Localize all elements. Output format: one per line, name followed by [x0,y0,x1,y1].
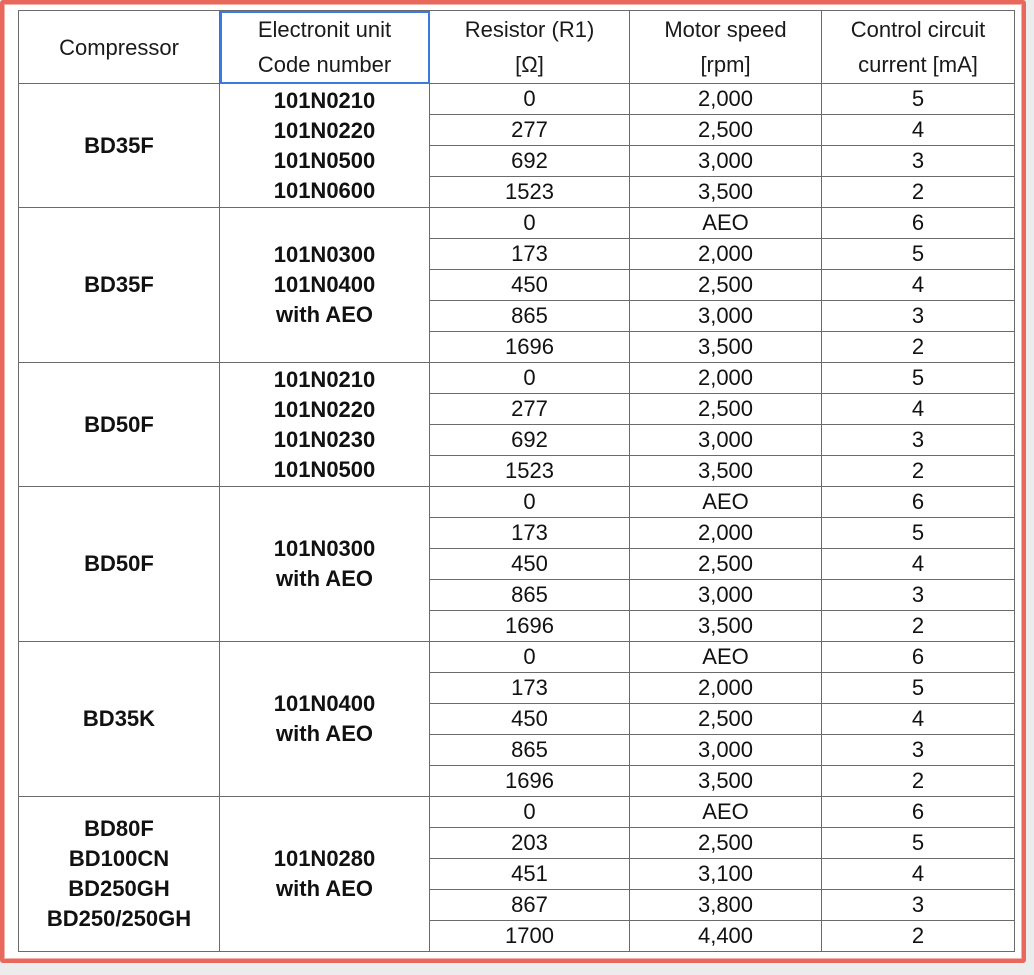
control-current-cell: 5 [822,363,1015,394]
code-number-cell [220,487,430,642]
code-number: with AEO [276,721,373,746]
code-number-cell [220,208,430,363]
compressor-model: BD250GH [68,876,170,901]
code-number: 101N0500 [273,456,376,482]
motor-speed-cell: 2,000 [630,518,822,549]
code-number: with AEO [276,566,373,591]
compressor-cell [19,84,220,208]
compressor-model: BD80F [84,816,154,841]
header-resistor: Resistor (R1) [Ω] [430,11,630,84]
control-current-cell: 6 [822,797,1015,828]
motor-speed-cell: 3,800 [630,890,822,921]
header-control-current: Control circuit current [mA] [822,11,1015,84]
control-current-cell: 3 [822,735,1015,766]
motor-speed-cell: 2,500 [630,828,822,859]
header-motor-speed: Motor speed [rpm] [630,11,822,84]
code-number: with AEO [276,302,373,327]
compressor-spec-table [18,10,1015,952]
motor-speed-cell: 4,400 [630,921,822,952]
code-number-cell [220,84,430,208]
resistor-cell: 203 [430,828,630,859]
compressor-cell [19,642,220,797]
control-current-cell: 5 [822,239,1015,270]
control-current-cell: 6 [822,487,1015,518]
resistor-cell: 450 [430,270,630,301]
motor-speed-cell: 3,500 [630,766,822,797]
compressor-cell [19,208,220,363]
resistor-cell: 1523 [430,177,630,208]
table-body [19,84,1015,952]
resistor-cell: 0 [430,363,630,394]
motor-speed-cell: 2,000 [630,239,822,270]
code-number: 101N0400 [273,691,376,716]
table-row [19,208,1015,239]
resistor-cell: 1696 [430,332,630,363]
compressor-cell [19,797,220,952]
resistor-cell: 451 [430,859,630,890]
table-row [19,487,1015,518]
motor-speed-cell: 2,500 [630,704,822,735]
motor-speed-cell: 3,000 [630,580,822,611]
table-row [19,84,1015,115]
control-current-cell: 2 [822,921,1015,952]
resistor-cell: 1700 [430,921,630,952]
control-current-cell: 4 [822,394,1015,425]
control-current-cell: 6 [822,642,1015,673]
motor-speed-cell: 3,000 [630,735,822,766]
control-current-cell: 5 [822,518,1015,549]
resistor-cell: 692 [430,146,630,177]
resistor-cell: 173 [430,673,630,704]
motor-speed-cell: 2,500 [630,270,822,301]
code-number: 101N0210 [273,366,376,392]
control-current-cell: 4 [822,549,1015,580]
resistor-cell: 865 [430,301,630,332]
compressor-model: BD35F [84,132,154,158]
motor-speed-cell: 3,500 [630,177,822,208]
motor-speed-cell: 2,000 [630,363,822,394]
motor-speed-cell: 2,500 [630,549,822,580]
control-current-cell: 4 [822,270,1015,301]
motor-speed-cell: 2,000 [630,673,822,704]
compressor-model: BD250/250GH [46,906,192,931]
compressor-model: BD35K [82,706,156,731]
motor-speed-cell: 3,100 [630,859,822,890]
control-current-cell: 5 [822,828,1015,859]
control-current-cell: 3 [822,146,1015,177]
resistor-cell: 865 [430,735,630,766]
motor-speed-cell: 2,500 [630,394,822,425]
control-current-cell: 2 [822,456,1015,487]
resistor-cell: 277 [430,394,630,425]
resistor-cell: 0 [430,84,630,115]
code-number: 101N0210 [273,87,376,113]
resistor-cell: 0 [430,487,630,518]
control-current-cell: 4 [822,704,1015,735]
code-number-cell [220,642,430,797]
motor-speed-cell: 3,000 [630,146,822,177]
control-current-cell: 4 [822,115,1015,146]
header-code-number[interactable]: Electronit unit Code number [220,11,430,84]
motor-speed-cell: 3,500 [630,332,822,363]
control-current-cell: 2 [822,611,1015,642]
control-current-cell: 3 [822,301,1015,332]
table-row [19,642,1015,673]
motor-speed-cell: AEO [630,487,822,518]
resistor-cell: 865 [430,580,630,611]
control-current-cell: 6 [822,208,1015,239]
resistor-cell: 692 [430,425,630,456]
motor-speed-cell: 3,500 [630,456,822,487]
compressor-cell [19,487,220,642]
resistor-cell: 0 [430,797,630,828]
resistor-cell: 1696 [430,611,630,642]
code-number: 101N0600 [273,177,376,203]
header-compressor: Compressor [19,11,220,84]
motor-speed-cell: 3,500 [630,611,822,642]
resistor-cell: 1523 [430,456,630,487]
motor-speed-cell: AEO [630,208,822,239]
code-number: 101N0400 [273,272,376,297]
control-current-cell: 2 [822,332,1015,363]
control-current-cell: 2 [822,766,1015,797]
code-number: 101N0500 [273,147,376,173]
control-current-cell: 3 [822,580,1015,611]
resistor-cell: 0 [430,642,630,673]
control-current-cell: 5 [822,673,1015,704]
motor-speed-cell: AEO [630,642,822,673]
control-current-cell: 5 [822,84,1015,115]
header-row [19,11,1015,84]
control-current-cell: 3 [822,890,1015,921]
code-number: 101N0220 [273,396,376,422]
motor-speed-cell: 2,500 [630,115,822,146]
motor-speed-cell: 2,000 [630,84,822,115]
resistor-cell: 0 [430,208,630,239]
compressor-model: BD50F [84,551,154,576]
table-row [19,797,1015,828]
code-number: 101N0220 [273,117,376,143]
resistor-cell: 277 [430,115,630,146]
code-number-cell [220,363,430,487]
resistor-cell: 173 [430,518,630,549]
resistor-cell: 867 [430,890,630,921]
control-current-cell: 2 [822,177,1015,208]
compressor-model: BD50F [84,411,154,437]
control-current-cell: 3 [822,425,1015,456]
resistor-cell: 450 [430,704,630,735]
resistor-cell: 173 [430,239,630,270]
control-current-cell: 4 [822,859,1015,890]
compressor-model: BD100CN [68,846,170,871]
code-number: 101N0230 [273,426,376,452]
code-number: 101N0300 [273,242,376,267]
compressor-cell [19,363,220,487]
motor-speed-cell: AEO [630,797,822,828]
table-row [19,363,1015,394]
motor-speed-cell: 3,000 [630,301,822,332]
compressor-model: BD35F [84,272,154,297]
code-number: with AEO [276,876,373,901]
code-number: 101N0280 [273,846,376,871]
resistor-cell: 1696 [430,766,630,797]
motor-speed-cell: 3,000 [630,425,822,456]
resistor-cell: 450 [430,549,630,580]
code-number-cell [220,797,430,952]
code-number: 101N0300 [273,536,376,561]
